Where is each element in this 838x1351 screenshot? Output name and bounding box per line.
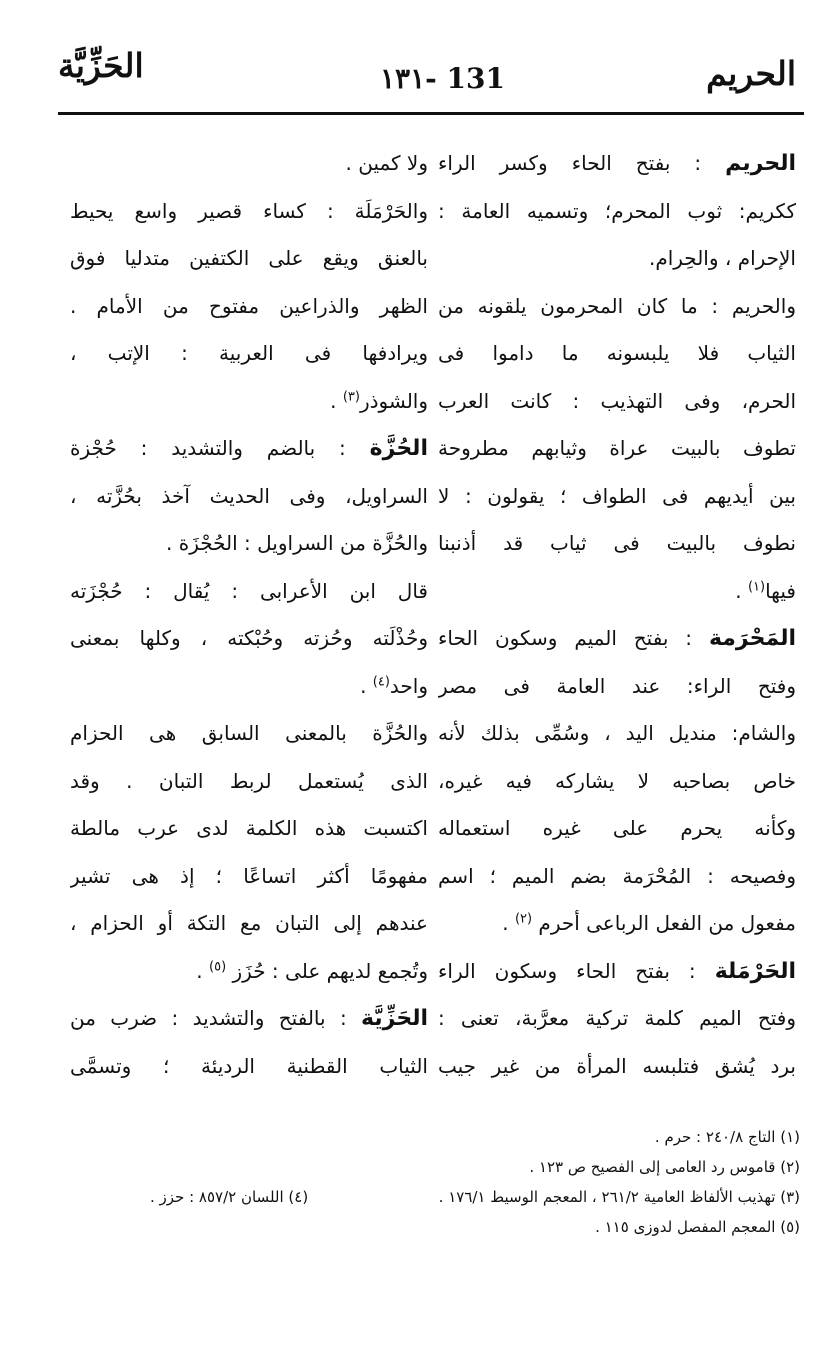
text-line: والشوذر$^{(٣)}$ . [330, 388, 428, 413]
footnote-row [60, 1182, 800, 1212]
footnote-5: (٥) المعجم المفصل لدوزى ١١٥ . [595, 1218, 800, 1236]
text-line: والشام: منديل اليد ، وسُمِّى بذلك لأنه [438, 721, 796, 745]
footnote-2: (٢) قاموس رد العامى إلى الفصيح ص ١٢٣ . [529, 1158, 800, 1176]
footnote-ref: (٢) [514, 911, 533, 927]
text-line: اكتسبت هذه الكلمة لدى عرب مالطة [70, 816, 428, 840]
text-line: والحُزَّة من السراويل : الحُجْزَة . [166, 531, 428, 555]
footnotes [60, 1122, 800, 1242]
text-line: ولا كمين . [345, 151, 428, 175]
text-line: مفعول من الفعل الرباعى أحرم $^{(٢)}$ . [502, 911, 796, 935]
text-line: بين أيديهم فى الطواف ؛ يقولون : لا [438, 483, 796, 508]
footnote-ref: (٣) [342, 388, 360, 404]
text-line: ويرادفها فى العربية : الإتب ، [70, 341, 428, 365]
text-line: ككريم: ثوب المحرم؛ وتسميه العامة : [438, 198, 796, 223]
headword: الحُزَّة [369, 436, 428, 461]
text-line: الحَزِّيَّة : بالفتح والتشديد : ضرب من [70, 1006, 428, 1031]
text-line: عندهم إلى التبان مع التكة أو الحزام ، [70, 911, 428, 935]
text-line: مفهومًا أكثر اتساعًا ؛ إذ هى تشير [70, 863, 428, 888]
footnote-4: (٤) اللسان ٨٥٧/٢ : حزز . [150, 1188, 309, 1206]
footnote-ref: (٤) [372, 673, 390, 689]
footnote-3: (٣) تهذيب الألفاظ العامية ٢٦١/٢ ، المعجم الوسيط ١٧٦/١ . [438, 1188, 800, 1206]
text-line: وكأنه يحرم على غيره استعماله [438, 816, 796, 840]
text-line: والحريم : ما كان المحرمون يلقونه من [438, 293, 796, 318]
text-line: بالعنق ويقع على الكتفين متدليا فوق [70, 246, 428, 270]
page-header [58, 46, 802, 106]
text-line: وتُجمع لديهم على : حُزَز $^{(٥)}$ . [196, 958, 428, 983]
text-line: السراويل، وفى الحديث آخذ بحُزَّته ، [70, 483, 428, 508]
text-line: نطوف بالبيت فى ثياب قد أذنبنا [438, 531, 796, 555]
text-line: المَحْرَمة : بفتح الميم وسكون الحاء [438, 626, 796, 651]
text-line: الذى يُستعمل لربط التبان . وقد [70, 768, 428, 793]
headword: الحريم [725, 151, 796, 176]
page-number: ١٣١- 131 [380, 62, 505, 95]
text-line: الحُزَّة : بالضم والتشديد : حُجْزة [70, 436, 428, 461]
text-line: الإحرام ، والحِرام. [648, 246, 796, 270]
text-line: قال ابن الأعرابى : يُقال : حُجْزَته [70, 578, 428, 603]
text-line: الحَرْمَلة : بفتح الحاء وسكون الراء [438, 958, 796, 984]
footnote-1: (١) التاج ٢٤٠/٨ : حرم . [654, 1128, 800, 1146]
footnote-ref: (٥) [209, 958, 227, 974]
left-column [70, 140, 428, 1090]
header-entry-last: الحَزِّيَّة [58, 46, 144, 85]
text-line: وحُذْلَته وحُزته وحُبْكته ، وكلها بمعنى [70, 626, 428, 650]
text-line: واحد$^{(٤)}$ . [360, 673, 428, 698]
text-line: وفتح الراء: عند العامة فى مصر [438, 673, 796, 698]
footnote-ref: (١) [747, 578, 766, 594]
header-rule [58, 112, 804, 115]
text-line: فيها$^{(١)}$ . [735, 578, 796, 603]
text-line: والحَرْمَلَة : كساء قصير واسع يحيط [70, 198, 428, 223]
headword: المَحْرَمة [708, 626, 796, 651]
text-line: الثياب فلا يلبسونه ما داموا فى [438, 341, 796, 365]
text-line: تطوف بالبيت عراة وثيابهم مطروحة [438, 436, 796, 460]
right-column [438, 140, 796, 1090]
text-line: الحرم، وفى التهذيب : كانت العرب [438, 388, 796, 413]
header-entry-first: الحريم [706, 54, 796, 93]
text-line: الظهر والذراعين مفتوح من الأمام . [70, 293, 428, 318]
headword: الحَرْمَلة [714, 958, 796, 984]
text-line: خاص بصاحبه لا يشاركه فيه غيره، [438, 768, 796, 793]
headword: الحَزِّيَّة [361, 1006, 428, 1031]
text-line: والحُزَّة بالمعنى السابق هى الحزام [70, 721, 428, 745]
text-line: وفصيحه : المُحْرَمة بضم الميم ؛ اسم [438, 863, 796, 888]
text-line: وفتح الميم كلمة تركية معرَّبة، تعنى : [438, 1006, 796, 1030]
text-line: الثياب القطنية الرديئة ؛ وتسمَّى [70, 1053, 428, 1078]
text-line: برد يُشق فتلبسه المرأة من غير جيب [438, 1053, 796, 1078]
text-line: الحريم : بفتح الحاء وكسر الراء [438, 151, 796, 176]
